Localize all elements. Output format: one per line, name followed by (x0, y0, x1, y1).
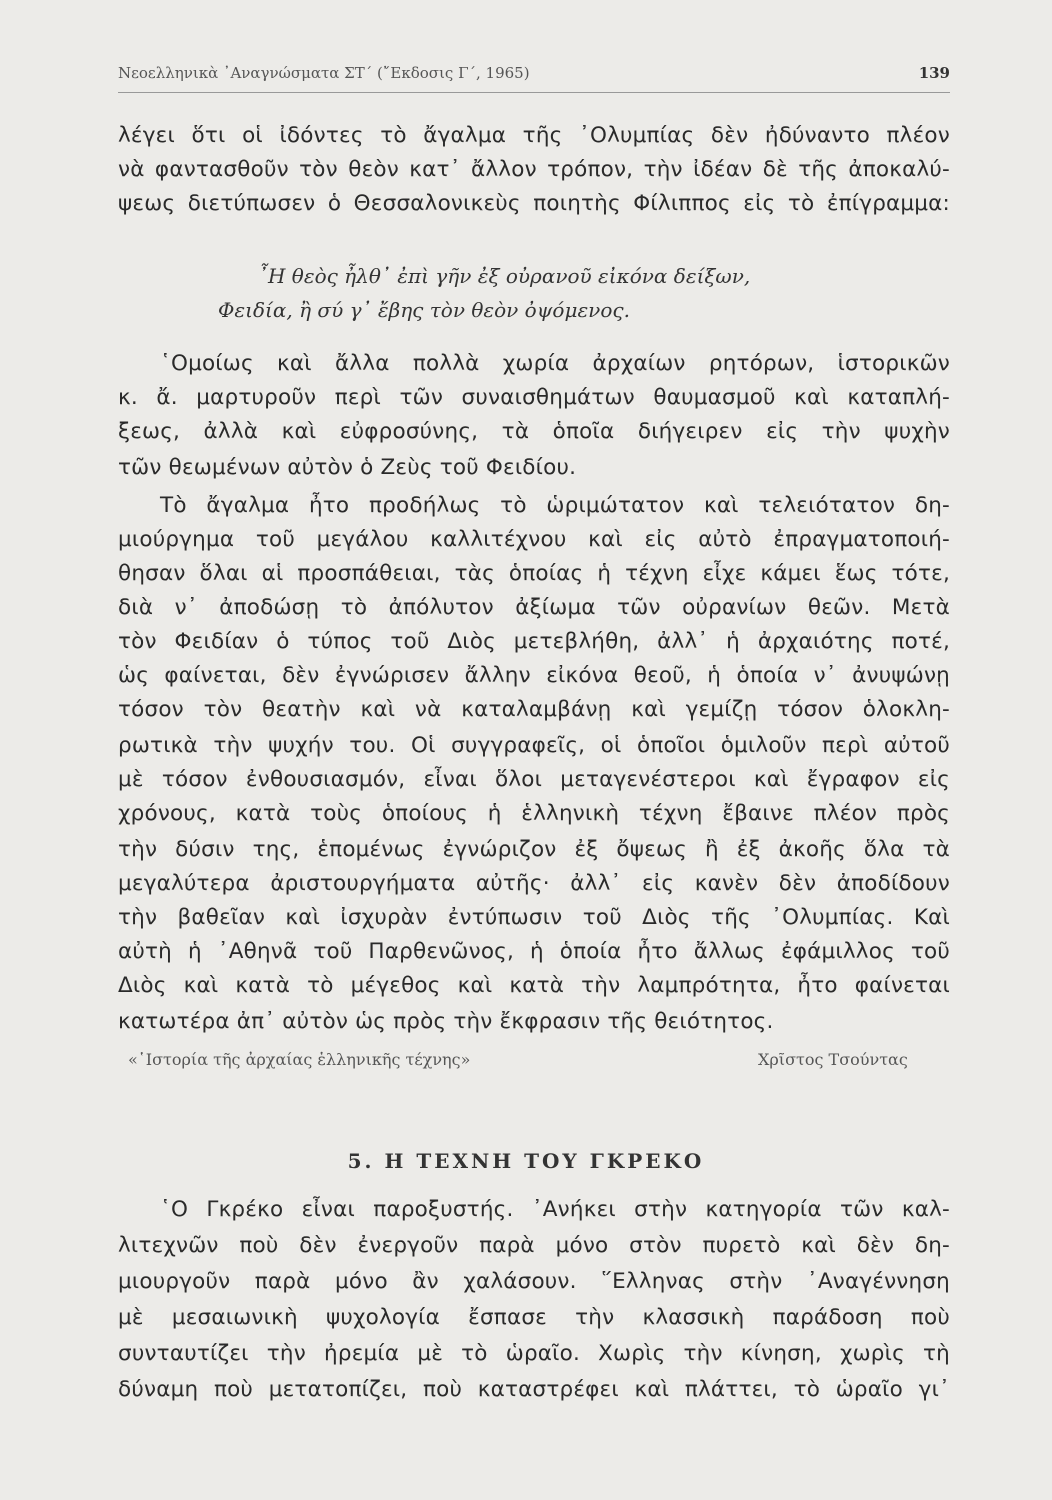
header-rule (118, 92, 950, 93)
text-line: ῾Ομοίως καὶ ἄλλα πολλὰ χωρία ἀρχαίων ρητόρων, ἱστορικῶν (160, 351, 950, 376)
text-line: χρόνους, κατὰ τοὺς ὁποίους ἡ ἑλληνικὴ τέχνη ἔβαινε πλέον πρὸς (118, 801, 950, 826)
text-line: Διὸς καὶ κατὰ τὸ μέγεθος καὶ κατὰ τὴν λαμπρότητα, ἦτο φαίνεται (118, 973, 950, 998)
text-line: μὲ μεσαιωνικὴ ψυχολογία ἔσπασε τὴν κλασσικὴ παράδοση ποὺ (118, 1305, 950, 1330)
text-line: κατωτέρα ἀπ᾿ αὐτὸν ὡς πρὸς τὴν ἔκφρασιν τῆς θειότητος. (118, 1009, 774, 1034)
epigram-line: ῏Η θεὸς ἦλθ᾿ ἐπὶ γῆν ἐξ οὐρανοῦ εἰκόνα δείξων, (258, 264, 751, 288)
section-heading: 5. Η ΤΕΧΝΗ ΤΟΥ ΓΚΡΕΚΟ (347, 1149, 705, 1173)
text-line: τὴν δύσιν της, ἑπομένως ἐγνώριζον ἐξ ὄψεως ἢ ἐξ ἀκοῆς ὅλα τὰ (118, 837, 950, 862)
source-author: Χρῖστος Τσούντας (758, 1050, 908, 1069)
text-line: νὰ φαντασθοῦν τὸν θεὸν κατ᾿ ἄλλον τρόπον, τὴν ἰδέαν δὲ τῆς ἀποκαλύ- (118, 157, 950, 182)
text-line: τὴν βαθεῖαν καὶ ἰσχυρὰν ἐντύπωσιν τοῦ Διὸς τῆς ᾿Ολυμπίας. Καὶ (118, 905, 950, 930)
page-number: 139 (918, 64, 950, 82)
text-line: αὐτὴ ἡ ᾿Αθηνᾶ τοῦ Παρθενῶνος, ἡ ὁποία ἦτο ἄλλως ἐφάμιλλος τοῦ (118, 939, 950, 964)
text-line: τόσον τὸν θεατὴν καὶ νὰ καταλαμβάνῃ καὶ γεμίζῃ τόσον ὁλοκλη- (118, 697, 950, 722)
text-line: μιουργοῦν παρὰ μόνο ἂν χαλάσουν. ῞Ελληνας στὴν ᾿Αναγέννηση (118, 1269, 950, 1294)
text-line: θησαν ὅλαι αἱ προσπάθειαι, τὰς ὁποίας ἡ τέχνη εἶχε κάμει ἕως τότε, (118, 561, 950, 586)
running-header (118, 64, 950, 82)
text-line: συνταυτίζει τὴν ἠρεμία μὲ τὸ ὡραῖο. Χωρὶς τὴν κίνηση, χωρὶς τὴ (118, 1341, 950, 1366)
text-line: δύναμη ποὺ μετατοπίζει, ποὺ καταστρέφει καὶ πλάττει, τὸ ὡραῖο γι᾿ (118, 1377, 950, 1402)
text-line: ρωτικὰ τὴν ψυχήν του. Οἱ συγγραφεῖς, οἱ ὁποῖοι ὁμιλοῦν περὶ αὐτοῦ (118, 733, 950, 758)
text-line: Τὸ ἄγαλμα ἦτο προδήλως τὸ ὡριμώτατον καὶ τελειότατον δη- (160, 493, 950, 518)
text-line: διὰ ν᾿ ἀποδώσῃ τὸ ἀπόλυτον ἀξίωμα τῶν οὐρανίων θεῶν. Μετὰ (118, 595, 950, 620)
text-line: κ. ἄ. μαρτυροῦν περὶ τῶν συναισθημάτων θαυμασμοῦ καὶ καταπλή- (118, 385, 950, 410)
text-line: λιτεχνῶν ποὺ δὲν ἐνεργοῦν παρὰ μόνο στὸν πυρετὸ καὶ δὲν δη- (118, 1233, 950, 1258)
epigram-line: Φειδία, ἢ σύ γ᾿ ἔβης τὸν θεὸν ὀψόμενος. (218, 298, 630, 322)
text-line: ὡς φαίνεται, δὲν ἐγνώρισεν ἄλλην εἰκόνα θεοῦ, ἡ ὁποία ν᾿ ἀνυψώνῃ (118, 663, 950, 688)
text-line: μὲ τόσον ἐνθουσιασμόν, εἶναι ὅλοι μεταγενέστεροι καὶ ἔγραφον εἰς (118, 767, 950, 792)
text-line: ξεως, ἀλλὰ καὶ εὐφροσύνης, τὰ ὁποῖα διήγειρεν εἰς τὴν ψυχὴν (118, 419, 950, 444)
text-line: τὸν Φειδίαν ὁ τύπος τοῦ Διὸς μετεβλήθη, ἀλλ᾿ ἡ ἀρχαιότης ποτέ, (118, 629, 950, 654)
text-line: μεγαλύτερα ἀριστουργήματα αὐτῆς· ἀλλ᾿ εἰς κανὲν δὲν ἀποδίδουν (118, 871, 950, 896)
source-work: «῾Ιστορία τῆς ἀρχαίας ἑλληνικῆς τέχνης» (128, 1050, 471, 1069)
text-line: μιούργημα τοῦ μεγάλου καλλιτέχνου καὶ εἰς αὐτὸ ἐπραγματοποιή- (118, 527, 950, 552)
text-line: τῶν θεωμένων αὐτὸν ὁ Ζεὺς τοῦ Φειδίου. (118, 455, 577, 480)
running-title: Νεοελληνικὰ ᾿Αναγνώσματα ΣΤ΄ (῎Εκδοσις Γ΄, 1965) (118, 64, 530, 82)
text-line: ψεως διετύπωσεν ὁ Θεσσαλονικεὺς ποιητὴς Φίλιππος εἰς τὸ ἐπίγραμμα: (118, 191, 950, 216)
text-line: ῾Ο Γκρέκο εἶναι παροξυστής. ᾿Ανήκει στὴν κατηγορία τῶν καλ- (160, 1197, 950, 1222)
text-line: λέγει ὅτι οἱ ἰδόντες τὸ ἄγαλμα τῆς ᾿Ολυμπίας δὲν ἠδύναντο πλέον (118, 123, 950, 148)
